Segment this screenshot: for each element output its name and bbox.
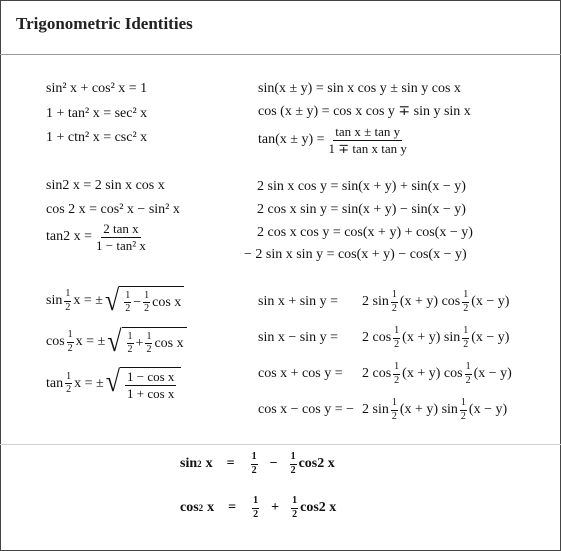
half-fraction <box>64 289 71 313</box>
cos-double-angle: cos 2 x = cos² x − sin² x <box>46 202 180 217</box>
half-num: 1 <box>64 289 71 302</box>
square-root <box>107 324 186 359</box>
sum-to-product-rhs-b: (x + y) cos <box>402 366 463 381</box>
half-fraction <box>391 398 398 422</box>
one-half <box>124 291 131 315</box>
half-den: 2 <box>65 301 71 313</box>
x-equals-plus-minus: x = ± <box>75 334 106 349</box>
radical-sign-icon: √ <box>107 324 122 359</box>
sum-to-product-lhs: cos x − cos y = − <box>258 402 355 417</box>
half-den: 2 <box>463 338 469 350</box>
sum-to-product-rhs-b: (x + y) sin <box>402 330 461 345</box>
tan-double-fraction <box>94 222 148 252</box>
radical-sign-icon: √ <box>105 364 120 398</box>
tan-half-numerator: 1 − cos x <box>126 369 175 384</box>
half-fraction <box>460 398 467 422</box>
one-half <box>143 291 150 315</box>
sum-to-product-rhs-a: 2 sin <box>362 294 389 309</box>
one-half <box>145 332 152 356</box>
one-half <box>127 332 134 356</box>
sin-sum-identity: sin(x ± y) = sin x cos y ± sin y cos x <box>258 81 461 96</box>
half-den: 2 <box>460 410 466 422</box>
sum-to-product-rhs-a: 2 sin <box>362 402 389 417</box>
half-num: 1 <box>67 330 74 343</box>
two: 2 <box>144 303 150 314</box>
half-num: 1 <box>252 496 259 509</box>
tan-double-numerator: 2 tan x <box>103 221 139 236</box>
square-root <box>104 283 184 318</box>
sum-to-product-rhs-b: (x + y) cos <box>399 294 461 309</box>
sum-to-product-2 <box>258 326 509 350</box>
sin-half-angle <box>46 283 184 318</box>
cos-x: cos x <box>152 294 182 310</box>
half-num: 1 <box>391 398 398 411</box>
tan-half-fraction <box>125 370 176 400</box>
page-title: Trigonometric Identities <box>16 14 193 33</box>
half-num: 1 <box>462 290 469 303</box>
half-den: 2 <box>251 464 257 476</box>
x-equals-plus-minus: x = ± <box>74 375 104 391</box>
equals-sign: = <box>228 500 237 515</box>
one: 1 <box>124 291 131 304</box>
sum-to-product-rhs-a: 2 cos <box>362 366 392 381</box>
half-fraction <box>291 496 298 520</box>
half-den: 2 <box>391 410 397 422</box>
half-num: 1 <box>393 362 400 375</box>
sum-to-product-rhs-b: (x + y) sin <box>399 402 458 417</box>
half-num: 1 <box>65 372 72 385</box>
sum-to-product-rhs-c: (x − y) <box>471 294 510 309</box>
half-den: 2 <box>66 384 72 396</box>
half-fraction <box>251 452 258 476</box>
half-fraction <box>393 326 400 350</box>
sum-to-product-lhs: sin x + sin y = <box>258 294 338 309</box>
tan-double-angle <box>46 222 150 252</box>
half-den: 2 <box>67 342 73 354</box>
product-to-sum-1: 2 sin x cos y = sin(x + y) + sin(x − y) <box>257 179 466 194</box>
operator: + <box>271 500 280 515</box>
power-exponent: 2 <box>197 458 202 469</box>
minus-sign: − <box>133 294 142 310</box>
power-lhs: cos <box>180 500 199 515</box>
two: 2 <box>127 344 133 355</box>
square-root <box>105 364 182 401</box>
half-fraction <box>462 290 469 314</box>
half-fraction <box>465 362 472 386</box>
tan-half-denominator: 1 + cos x <box>126 385 175 401</box>
sum-to-product-lhs: cos x + cos y = <box>258 366 343 381</box>
one: 1 <box>143 291 150 304</box>
tan-double-lhs: tan2 x = <box>46 229 92 245</box>
half-num: 1 <box>465 362 472 375</box>
half-num: 1 <box>460 398 467 411</box>
radicand <box>122 327 187 357</box>
section-divider <box>0 444 561 445</box>
tan-sum-lhs: tan(x ± y) = <box>258 132 325 148</box>
tan-sum-denominator: 1 ∓ tan x tan y <box>328 140 407 156</box>
radicand <box>120 367 181 400</box>
power-variable: x <box>205 456 213 471</box>
plus-sign: + <box>135 335 144 351</box>
power-lhs: sin <box>180 456 198 471</box>
sum-to-product-4 <box>258 398 507 422</box>
sum-to-product-lhs: sin x − sin y = <box>258 330 338 345</box>
half-den: 2 <box>253 508 259 520</box>
pythagorean-identity-3: 1 + ctn² x = csc² x <box>46 130 148 145</box>
half-den: 2 <box>465 374 471 386</box>
tan-half-angle <box>46 364 181 401</box>
pythagorean-identity-1: sin² x + cos² x = 1 <box>46 81 148 96</box>
product-to-sum-3: 2 cos x cos y = cos(x + y) + cos(x − y) <box>257 225 473 240</box>
cos-sum-identity: cos (x ± y) = cos x cos y ∓ sin y sin x <box>258 104 471 119</box>
cos-half-lhs: cos <box>46 334 65 349</box>
power-tail: cos2 x <box>298 456 335 471</box>
radical-sign-icon: √ <box>104 283 120 318</box>
half-fraction <box>462 326 469 350</box>
x-equals-plus-minus: x = ± <box>73 293 103 308</box>
pythagorean-identity-2: 1 + tan² x = sec² x <box>46 106 148 121</box>
sin-double-angle: sin2 x = 2 sin x cos x <box>46 178 165 193</box>
tan-double-denominator: 1 − tan² x <box>96 237 146 253</box>
half-fraction <box>393 362 400 386</box>
half-fraction <box>290 452 297 476</box>
half-num: 1 <box>291 496 298 509</box>
product-to-sum-4: − 2 sin x sin y = cos(x + y) − cos(x − y) <box>244 247 467 262</box>
cos-x: cos x <box>154 335 184 351</box>
tan-sum-numerator: tan x ± tan y <box>335 124 401 139</box>
radicand <box>119 286 184 316</box>
tan-half-lhs: tan <box>46 375 64 391</box>
half-den: 2 <box>292 508 298 520</box>
sum-to-product-rhs-c: (x − y) <box>473 366 512 381</box>
half-num: 1 <box>462 326 469 339</box>
half-num: 1 <box>393 326 400 339</box>
half-fraction <box>391 290 398 314</box>
half-fraction <box>65 372 72 396</box>
half-fraction <box>252 496 259 520</box>
half-fraction <box>67 330 74 354</box>
two: 2 <box>125 303 131 314</box>
half-num: 1 <box>290 452 297 465</box>
half-den: 2 <box>394 374 400 386</box>
half-num: 1 <box>251 452 258 465</box>
one: 1 <box>127 332 134 345</box>
sum-to-product-rhs-c: (x − y) <box>468 402 508 417</box>
one: 1 <box>145 332 152 345</box>
sum-to-product-3 <box>258 362 512 386</box>
tan-sum-identity <box>258 125 411 155</box>
equals-sign: = <box>226 456 235 471</box>
header-divider <box>0 54 561 55</box>
cos-power-reduction <box>180 496 336 520</box>
sin-half-lhs: sin <box>46 293 63 308</box>
sum-to-product-rhs-a: 2 cos <box>362 330 392 345</box>
half-den: 2 <box>391 302 397 314</box>
half-num: 1 <box>391 290 398 303</box>
operator: − <box>269 456 278 471</box>
product-to-sum-2: 2 cos x sin y = sin(x + y) − sin(x − y) <box>257 202 466 217</box>
sum-to-product-1 <box>258 290 509 314</box>
two: 2 <box>146 344 152 355</box>
cos-half-angle <box>46 324 187 359</box>
power-variable: x <box>207 500 215 515</box>
half-den: 2 <box>290 464 296 476</box>
sin-power-reduction <box>180 452 335 476</box>
sum-to-product-rhs-c: (x − y) <box>471 330 510 345</box>
half-den: 2 <box>394 338 400 350</box>
power-tail: cos2 x <box>300 500 337 515</box>
power-exponent: 2 <box>198 502 204 513</box>
tan-sum-fraction <box>327 125 409 155</box>
half-den: 2 <box>463 302 469 314</box>
